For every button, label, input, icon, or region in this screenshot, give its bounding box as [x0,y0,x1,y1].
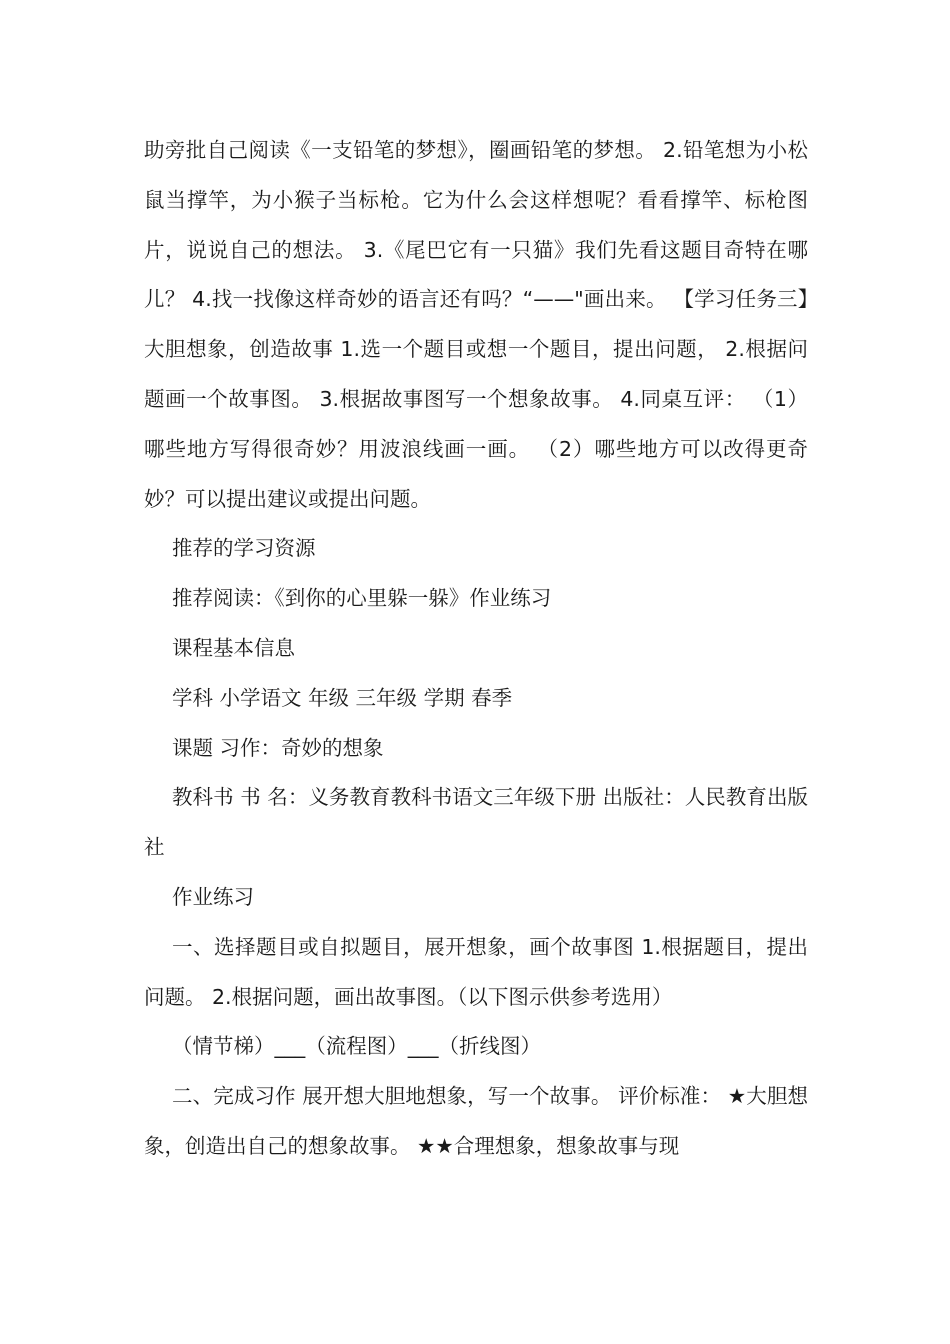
paragraph-subject-grade-term: 学科 小学语文 年级 三年级 学期 春季 [172,685,513,710]
paragraph-homework-part-two: 二、完成习作 展开想大胆地想象，写一个故事。 评价标准： ★大胆想象，创造出自己的想象故事。 ★★合理想象，想象故事与现 [144,1084,808,1158]
paragraph-lesson-topic: 课题 习作：奇妙的想象 [172,735,384,760]
paragraph-textbook-publisher: 教科书 书 名：义务教育教科书语文三年级下册 出版社：人民教育出版社 [144,785,808,860]
paragraph-diagram-options: （情节梯）___（流程图）___（折线图） [172,1034,541,1059]
document-body [144,126,808,1172]
paragraph-homework-heading: 作业练习 [172,884,254,909]
paragraph-homework-part-one: 一、选择题目或自拟题目，展开想象，画个故事图 1.根据题目，提出问题。 2.根据问题，画出故事图。（以下图示供参考选用） [144,934,808,1009]
paragraph-learning-task: 助旁批自己阅读《一支铅笔的梦想》，圈画铅笔的梦想。 2.铅笔想为小松鼠当撑竿，为小猴子当标枪。它为什么会这样想呢？看看撑竿、标枪图片，说说自己的想法。 3.《尾巴它有一只猫》我们先看这题目奇特在哪儿？ 4.找一找像这样奇妙的语言还有吗？“——"画出来。 【学习任务三】大胆想象，创造故事 1.选一个题目或想一个题目，提出问题， 2.根据问题画一个故事图。 3.根据故事图写一个想象故事。 4.同桌互评： （1）哪些地方写得很奇妙？用波浪线画一画。 （2）哪些地方可以改得更奇妙？可以提出建议或提出问题。 [144,138,808,511]
paragraph-course-info-heading: 课程基本信息 [172,635,295,660]
paragraph-recommended-reading: 推荐阅读：《到你的心里躲一躲》作业练习 [172,586,552,611]
paragraph-recommended-resources-heading: 推荐的学习资源 [172,536,316,561]
